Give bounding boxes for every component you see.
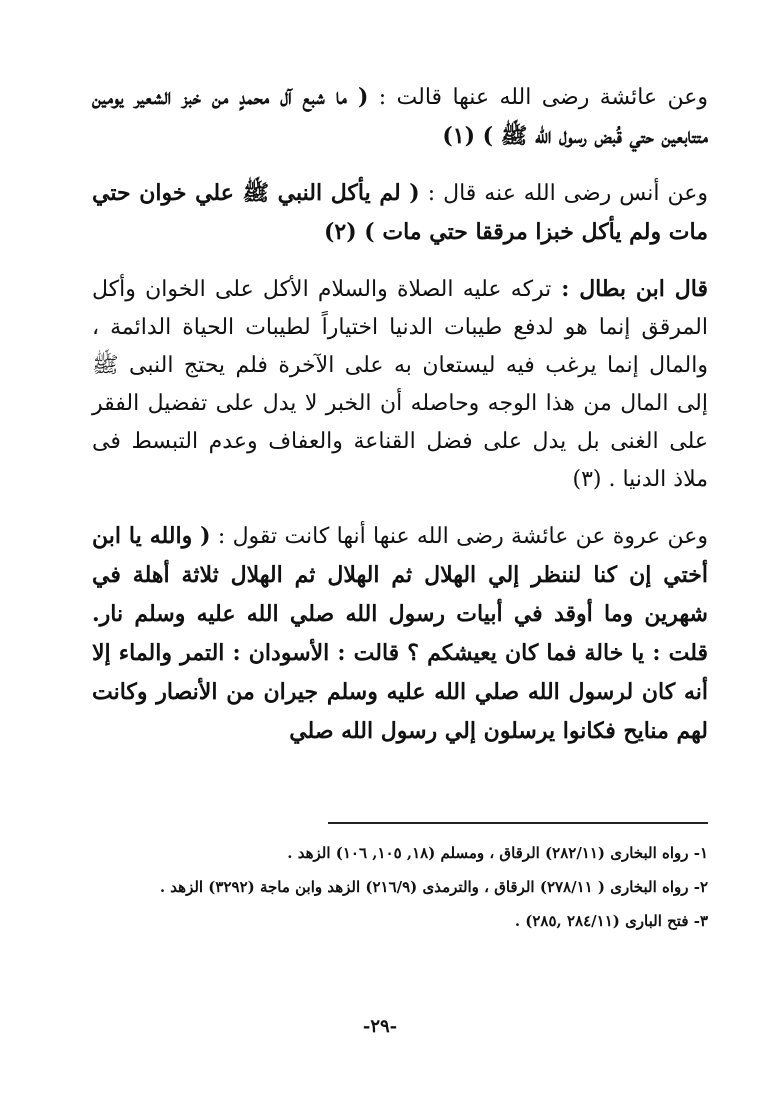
hadith-quote: ( ما شبع آل محمدٍ من خبز الشعير يومين متتابعين حتي قُبض رسول الله ﷺ ) (١): [92, 84, 708, 149]
paragraph-intro: وعن عروة عن عائشة رضى الله عنها أنها كانت تقول :: [210, 524, 708, 549]
footnotes: [92, 840, 708, 942]
paragraph-intro: وعن أنس رضى الله عنه قال :: [419, 181, 709, 206]
footnote-divider: [328, 822, 708, 824]
paragraph-urwah-aisha: [92, 517, 708, 751]
footnote-1: ١- رواه البخارى (٢٨٢/١١) الرقاق ، ومسلم (١٨, ١٠٥, ١٠٦) الزهد .: [287, 844, 708, 862]
paragraph-aisha-barley: [92, 78, 708, 156]
commentary-text: تركه عليه الصلاة والسلام الأكل على الخوان وأكل المرقق إنما هو لدفع طيبات الدنيا اختياراً لطيبات الحياة الدائمة ، والمال إنما يرغب فيه ليستعان به على الآخرة فلم يحتج النبى ﷺ إلى المال من هذا الوجه وحاصله أن الخبر لا يدل على تفضيل الفقر على الغنى بل يدل على فضل القناعة والعفاف وعدم التبسط فى ملاذ الدنيا . (٣): [92, 277, 708, 492]
footnote-3: ٣- فتح البارى (٢٨٤/١١ ,٢٨٥) .: [514, 912, 708, 930]
footnote-2: ٢- رواه البخارى ( ٢٧٨/١١) الرقاق ، والترمذى (٢١٦/٩) الزهد وابن ماجة (٣٢٩٢) الزهد .: [159, 878, 708, 896]
paragraph-ibn-battal: [92, 270, 708, 499]
hadith-quote: ( لم يأكل النبي ﷺ علي خوان حتي مات ولم يأكل خبزا مرققا حتي مات ) (٢): [92, 180, 708, 245]
paragraph-anas-khiwan: [92, 174, 708, 252]
hadith-quote: ( والله يا ابن أختي إن كنا لننظر إلي الهلال ثم الهلال ثم الهلال ثلاثة أهلة في شهرين وما أوقد في أبيات رسول الله صلي الله عليه وسلم نار. قلت : يا خالة فما كان يعيشكم ؟ قالت : الأسودان : التمر والماء إلا أنه كان لرسول الله صلي الله عليه وسلم جيران من الأنصار وكانت لهم منايح فكانوا يرسلون إلي رسول الله صلي: [92, 523, 708, 744]
paragraph-intro: قال ابن بطال :: [551, 276, 709, 302]
page-body: [92, 78, 708, 751]
page-number: -٢٩-: [362, 1016, 398, 1037]
paragraph-intro: وعن عائشة رضى الله عنها قالت :: [368, 85, 709, 110]
